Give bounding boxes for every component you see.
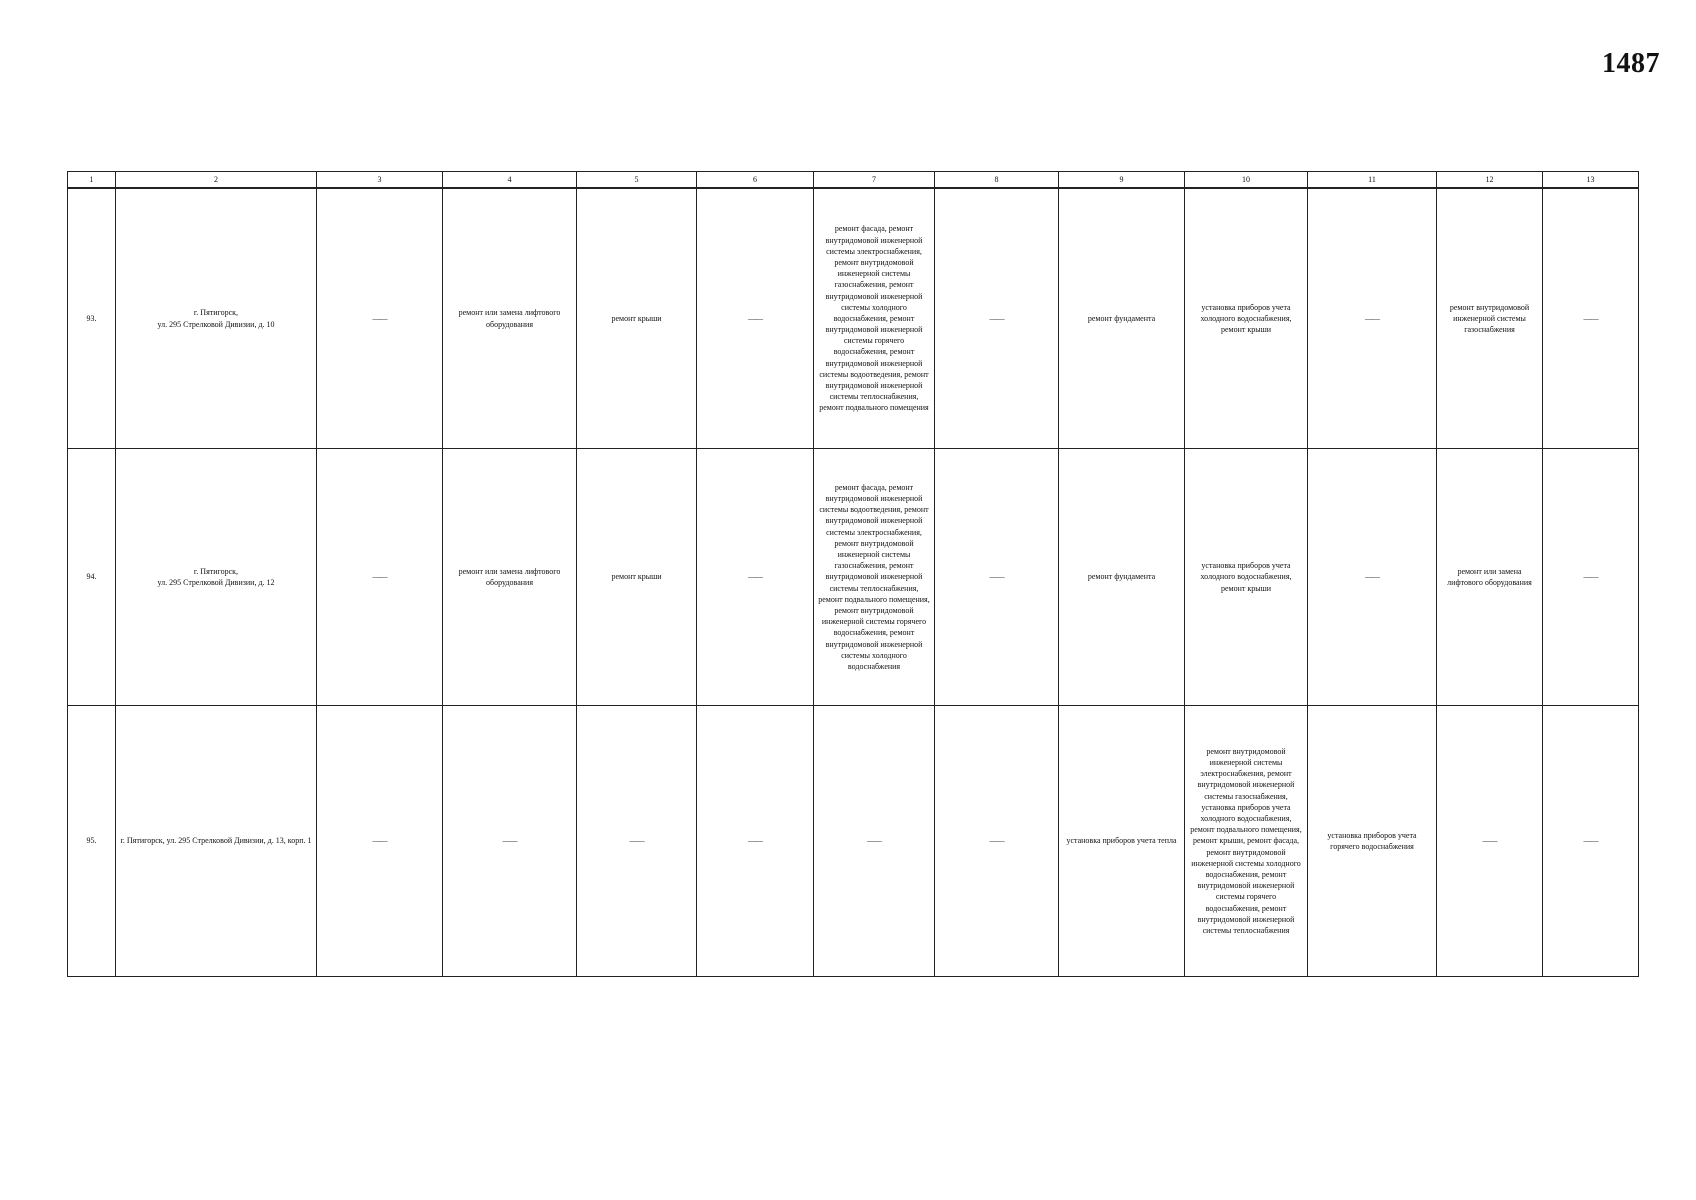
- header-cell: 13: [1543, 172, 1639, 189]
- cell-col-5: ——: [577, 706, 697, 977]
- cell-col-13: ——: [1543, 449, 1639, 706]
- cell-col-3: ——: [317, 706, 443, 977]
- cell-col-9: установка приборов учета тепла: [1059, 706, 1185, 977]
- header-cell: 4: [443, 172, 577, 189]
- cell-col-11: установка приборов учета горячего водоснабжения: [1308, 706, 1437, 977]
- header-cell: 1: [68, 172, 116, 189]
- header-cell: 12: [1437, 172, 1543, 189]
- address-cell: [116, 188, 317, 449]
- cell-col-6: ——: [697, 449, 814, 706]
- cell-col-3: ——: [317, 449, 443, 706]
- cell-col-9: ремонт фундамента: [1059, 188, 1185, 449]
- address-cell: [116, 449, 317, 706]
- header-cell: 11: [1308, 172, 1437, 189]
- address-text: г. Пятигорск, ул. 295 Стрелковой Дивизии, д. 10: [157, 308, 275, 329]
- cell-col-10: установка приборов учета холодного водоснабжения, ремонт крыши: [1185, 449, 1308, 706]
- address-cell: [116, 706, 317, 977]
- cell-col-7: ремонт фасада, ремонт внутридомовой инженерной системы электроснабжения, ремонт внутридомовой инженерной системы газоснабжения, ремонт внутридомовой инженерной системы холодного водоснабжения, ремонт внутридомовой инженерной системы горячего водоснабжения, ремонт внутридомовой инженерной системы водоотведения, ремонт внутридомовой инженерной системы теплоснабжения, ремонт подвального помещения: [814, 188, 935, 449]
- cell-col-7: ——: [814, 706, 935, 977]
- cell-col-5: ремонт крыши: [577, 449, 697, 706]
- table-row: [68, 706, 1639, 977]
- header-cell: 5: [577, 172, 697, 189]
- cell-col-7: ремонт фасада, ремонт внутридомовой инженерной системы водоотведения, ремонт внутридомовой инженерной системы электроснабжения, ремонт внутридомовой инженерной системы газоснабжения, ремонт внутридомовой инженерной системы теплоснабжения, ремонт подвального помещения, ремонт внутридомовой инженерной системы горячего водоснабжения, ремонт внутридомовой инженерной системы холодного водоснабжения: [814, 449, 935, 706]
- header-cell: 8: [935, 172, 1059, 189]
- cell-col-12: ремонт или замена лифтового оборудования: [1437, 449, 1543, 706]
- cell-col-5: ремонт крыши: [577, 188, 697, 449]
- header-cell: 9: [1059, 172, 1185, 189]
- cell-col-13: ——: [1543, 188, 1639, 449]
- header-cell: 3: [317, 172, 443, 189]
- cell-col-8: ——: [935, 449, 1059, 706]
- cell-col-4: ремонт или замена лифтового оборудования: [443, 188, 577, 449]
- header-cell: 10: [1185, 172, 1308, 189]
- address-text: г. Пятигорск, ул. 295 Стрелковой Дивизии, д. 13, корп. 1: [120, 836, 312, 846]
- cell-col-10: ремонт внутридомовой инженерной системы электроснабжения, ремонт внутридомовой инженерной системы газоснабжения, установка приборов учета холодного водоснабжения, ремонт подвального помещения, ремонт крыши, ремонт фасада, ремонт внутридомовой инженерной системы холодного водоснабжения, ремонт внутридомовой инженерной системы горячего водоснабжения, ремонт внутридомовой инженерной системы теплоснабжения: [1185, 706, 1308, 977]
- table-row: [68, 449, 1639, 706]
- header-cell: 2: [116, 172, 317, 189]
- row-number: 94.: [68, 449, 116, 706]
- row-number: 95.: [68, 706, 116, 977]
- capital-repair-table: [67, 171, 1639, 977]
- cell-col-6: ——: [697, 188, 814, 449]
- row-number: 93.: [68, 188, 116, 449]
- cell-col-3: ——: [317, 188, 443, 449]
- header-cell: 6: [697, 172, 814, 189]
- cell-col-12: ремонт внутридомовой инженерной системы газоснабжения: [1437, 188, 1543, 449]
- cell-col-8: ——: [935, 188, 1059, 449]
- page-number: 1487: [1602, 48, 1660, 79]
- cell-col-6: ——: [697, 706, 814, 977]
- cell-col-10: установка приборов учета холодного водоснабжения, ремонт крыши: [1185, 188, 1308, 449]
- cell-col-12: ——: [1437, 706, 1543, 977]
- cell-col-11: ——: [1308, 449, 1437, 706]
- header-cell: 7: [814, 172, 935, 189]
- cell-col-11: ——: [1308, 188, 1437, 449]
- address-text: г. Пятигорск, ул. 295 Стрелковой Дивизии, д. 12: [157, 566, 275, 587]
- cell-col-8: ——: [935, 706, 1059, 977]
- cell-col-13: ——: [1543, 706, 1639, 977]
- cell-col-4: ——: [443, 706, 577, 977]
- header-row: [68, 172, 1639, 189]
- cell-col-4: ремонт или замена лифтового оборудования: [443, 449, 577, 706]
- table-row: [68, 188, 1639, 449]
- cell-col-9: ремонт фундамента: [1059, 449, 1185, 706]
